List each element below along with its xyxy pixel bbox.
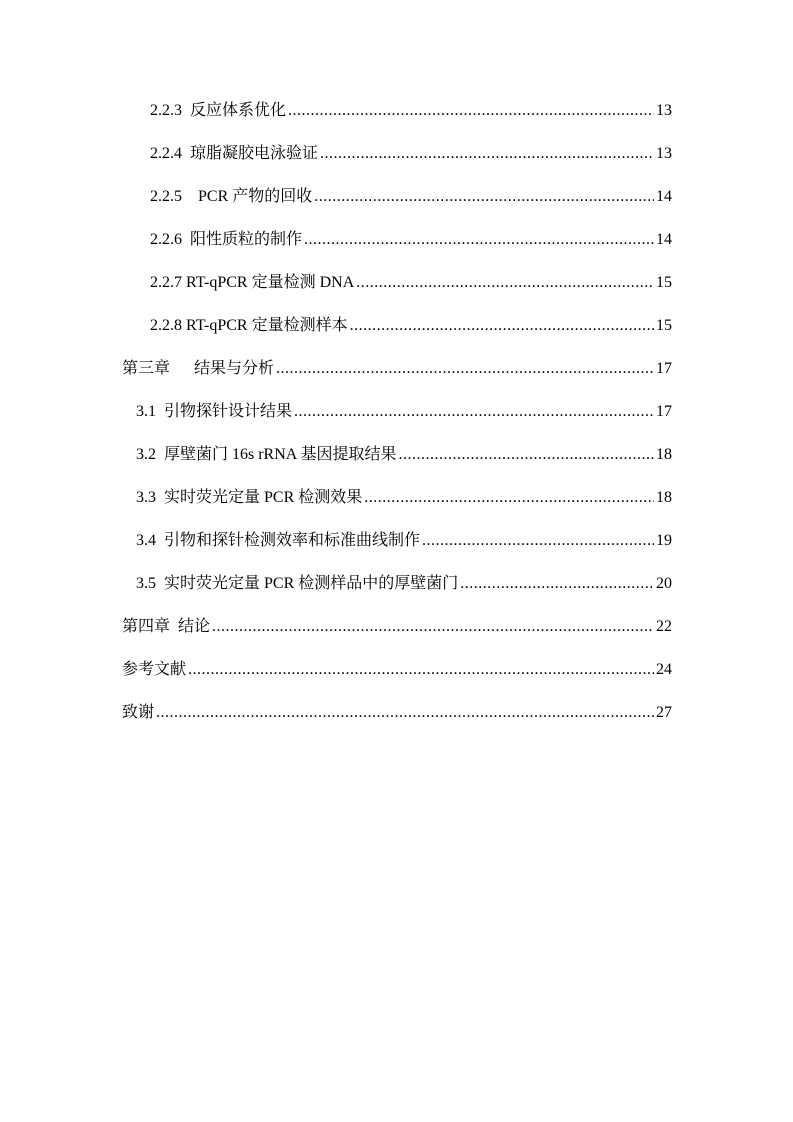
toc-entry-label: 参考文献	[122, 661, 187, 678]
toc-entry-2-2-5[interactable]	[150, 181, 672, 207]
toc-entry-3-5[interactable]	[136, 568, 672, 594]
toc-entry-label: 3.3 实时荧光定量 PCR 检测效果	[136, 489, 363, 506]
toc-entry-page: 27	[656, 704, 672, 721]
toc-entry-page: 14	[656, 188, 672, 205]
toc-entry-label: 第三章 结果与分析	[122, 360, 275, 377]
toc-dot-leader	[350, 316, 654, 336]
toc-entry-page: 17	[656, 360, 672, 377]
toc-entry-3-3[interactable]	[136, 482, 672, 508]
toc-entry-3-2[interactable]	[136, 439, 672, 465]
toc-entry-page: 13	[656, 145, 672, 162]
toc-entry-page: 15	[656, 274, 672, 291]
toc-entry-label: 2.2.6 阳性质粒的制作	[150, 231, 303, 248]
toc-dot-leader	[398, 445, 654, 465]
toc-entry-acknowledgements[interactable]	[122, 697, 672, 723]
toc-entry-label: 3.5 实时荧光定量 PCR 检测样品中的厚壁菌门	[136, 575, 459, 592]
toc-dot-leader	[276, 359, 654, 379]
toc-entry-label: 致谢	[122, 704, 155, 721]
toc-dot-leader	[188, 660, 654, 680]
toc-entry-label: 2.2.8 RT-qPCR 定量检测样本	[150, 317, 348, 334]
toc-entry-chapter-3[interactable]	[122, 353, 672, 379]
toc-entry-label: 3.1 引物探针设计结果	[136, 403, 293, 420]
toc-dot-leader	[422, 531, 654, 551]
toc-entry-2-2-4[interactable]	[150, 138, 672, 164]
toc-entry-label: 2.2.4 琼脂凝胶电泳验证	[150, 145, 319, 162]
toc-entry-2-2-6[interactable]	[150, 224, 672, 250]
toc-entry-3-1[interactable]	[136, 396, 672, 422]
toc-dot-leader	[364, 488, 654, 508]
toc-dot-leader	[294, 402, 654, 422]
toc-entry-chapter-4[interactable]	[122, 611, 672, 637]
toc-entry-page: 15	[656, 317, 672, 334]
toc-entry-label: 2.2.5 PCR 产物的回收	[150, 188, 313, 205]
toc-entry-page: 24	[656, 661, 672, 678]
toc-entry-page: 17	[656, 403, 672, 420]
toc-dot-leader	[304, 230, 654, 250]
toc-dot-leader	[460, 574, 654, 594]
toc-dot-leader	[320, 144, 654, 164]
toc-entry-page: 20	[656, 575, 672, 592]
toc-entry-label: 2.2.3 反应体系优化	[150, 102, 287, 119]
toc-dot-leader	[288, 101, 654, 121]
toc-entry-2-2-8[interactable]	[150, 310, 672, 336]
toc-entry-label: 3.4 引物和探针检测效率和标准曲线制作	[136, 532, 421, 549]
toc-entry-label: 3.2 厚壁菌门 16s rRNA 基因提取结果	[136, 446, 397, 463]
toc-entry-label: 2.2.7 RT-qPCR 定量检测 DNA	[150, 274, 355, 291]
toc-entry-2-2-3[interactable]	[150, 95, 672, 121]
toc-dot-leader	[212, 617, 654, 637]
toc-entry-page: 18	[656, 446, 672, 463]
toc-entry-page: 19	[656, 532, 672, 549]
toc-entry-page: 22	[656, 618, 672, 635]
toc-entry-references[interactable]	[122, 654, 672, 680]
toc-dot-leader	[314, 187, 654, 207]
toc-entry-2-2-7[interactable]	[150, 267, 672, 293]
toc-dot-leader	[356, 273, 654, 293]
toc-entry-page: 18	[656, 489, 672, 506]
toc-entry-page: 14	[656, 231, 672, 248]
toc-dot-leader	[156, 703, 654, 723]
toc-entry-page: 13	[656, 102, 672, 119]
toc-entry-label: 第四章 结论	[122, 618, 211, 635]
toc-entry-3-4[interactable]	[136, 525, 672, 551]
